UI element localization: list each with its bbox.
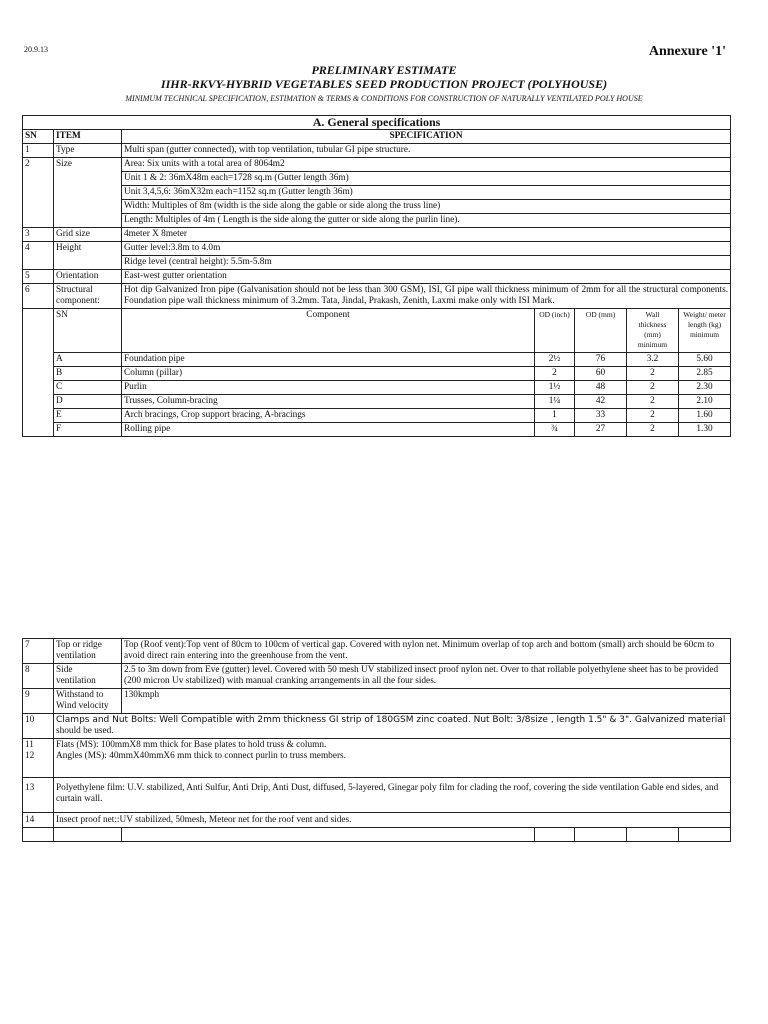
row-sn-line: 12 (25, 751, 35, 761)
row-item-line: Side (56, 665, 73, 675)
component-col-od-inch: OD (inch) (535, 309, 575, 353)
empty-cell (23, 381, 54, 395)
empty-cell (54, 256, 122, 270)
component-sn: D (54, 395, 122, 409)
table-row (23, 739, 731, 764)
row-sn-line: 11 (25, 740, 34, 750)
component-od-inch: 1¼ (535, 395, 575, 409)
header-line: minimum (637, 340, 668, 349)
component-row (23, 353, 731, 367)
component-name: Column (pillar) (122, 367, 535, 381)
empty-cell (54, 186, 122, 200)
component-od-mm: 60 (575, 367, 627, 381)
table-row (23, 270, 731, 284)
empty-cell (23, 256, 54, 270)
component-sn: E (54, 409, 122, 423)
column-header-row (23, 130, 731, 144)
table-row (23, 214, 731, 228)
project-title: IIHR-RKVY-HYBRID VEGETABLES SEED PRODUCTION PROJECT (POLYHOUSE) (160, 77, 608, 91)
row-item-line: Wind velocity (56, 701, 109, 711)
component-col-sn: SN (54, 309, 122, 353)
row-spec: 4meter X 8meter (122, 228, 731, 242)
row-spec: Polyethylene film: U.V. stabilized, Anti Sulfur, Anti Drip, Anti Dust, diffused, 5-layered, Ginegar poly film for clading the roof, covering the side ventilation Gable end sides, and curtain wall. (54, 777, 731, 812)
component-od-inch: ¾ (535, 423, 575, 437)
component-weight: 2.85 (679, 367, 731, 381)
component-od-mm: 48 (575, 381, 627, 395)
component-col-name: Component (122, 309, 535, 353)
row-sn: 5 (23, 270, 54, 284)
empty-cell (23, 367, 54, 381)
component-col-wall (627, 309, 679, 353)
table-row (23, 664, 731, 689)
empty-cell (23, 423, 54, 437)
component-row (23, 423, 731, 437)
row-spec: Multi span (gutter connected), with top ventilation, tubular GI pipe structure. (122, 144, 731, 158)
header-line: minimum (689, 330, 720, 339)
table-row (23, 200, 731, 214)
component-row (23, 381, 731, 395)
empty-row (23, 827, 731, 841)
document-title: PRELIMINARY ESTIMATE (311, 63, 457, 77)
table-row (23, 284, 731, 309)
row-spec: East-west gutter orientation (122, 270, 731, 284)
row-spec-line: Flats (MS): 100mmX8 mm thick for Base plates to hold truss & column. (56, 740, 327, 750)
empty-cell (679, 827, 731, 841)
row-spec-line: Angles (MS): 40mmX40mmX6 mm thick to connect purlin to truss members. (56, 751, 346, 761)
component-name: Rolling pipe (122, 423, 535, 437)
table-row (23, 158, 731, 172)
row-item-line: component: (56, 296, 100, 306)
empty-cell (23, 309, 54, 353)
row-item: Orientation (54, 270, 122, 284)
component-wall: 2 (627, 395, 679, 409)
row-item: Height (54, 242, 122, 256)
empty-cell (535, 827, 575, 841)
component-od-mm: 33 (575, 409, 627, 423)
row-spec: Ridge level (central height): 5.5m-5.8m (122, 256, 731, 270)
row-sn: 7 (23, 639, 54, 664)
empty-cell (575, 827, 627, 841)
component-sn: A (54, 353, 122, 367)
component-od-inch: 1 (535, 409, 575, 423)
component-od-inch: 2½ (535, 353, 575, 367)
row-spec-line: should be used. (56, 726, 114, 736)
component-wall: 2 (627, 367, 679, 381)
table-row (23, 186, 731, 200)
component-sn: B (54, 367, 122, 381)
row-spec: Unit 1 & 2: 36mX48m each=1728 sq.m (Gutter length 36m) (122, 172, 731, 186)
component-weight: 2.30 (679, 381, 731, 395)
component-name: Arch bracings, Crop support bracing, A-bracings (122, 409, 535, 423)
empty-cell (54, 827, 122, 841)
row-spec (54, 714, 731, 739)
table-row (23, 228, 731, 242)
row-sn: 3 (23, 228, 54, 242)
row-sn: 2 (23, 158, 54, 172)
component-sn: F (54, 423, 122, 437)
document-date: 20.9.13 (24, 45, 48, 54)
row-item-line: ventilation (56, 676, 96, 686)
col-header-sn: SN (23, 130, 54, 144)
header-line: (mm) (644, 330, 661, 339)
document-subtitle: MINIMUM TECHNICAL SPECIFICATION, ESTIMATION & TERMS & CONDITIONS FOR CONSTRUCTION OF NATURALLY VENTILATED POLY HOUSE (125, 94, 643, 103)
component-wall: 2 (627, 409, 679, 423)
header-line: Weight/ meter (683, 310, 726, 319)
empty-cell (23, 763, 54, 777)
table-row (23, 256, 731, 270)
row-sn: 6 (23, 284, 54, 309)
row-spec-line: Clamps and Nut Bolts: Well Compatible with 2mm thickness GI strip of 180GSM zinc coated. Nut Bolt: 3/8size , length 1.5" & 3". Galvanized material (56, 715, 726, 725)
header-line: Wall (645, 310, 660, 319)
row-item (54, 284, 122, 309)
row-spec: Top (Roof vent):Top vent of 80cm to 100cm of vertical gap. Covered with nylon net. Minimum overlap of top arch and bottom (small) arch should be 60cm to avoid direct rain entering into the greenhouse from the vent. (122, 639, 731, 664)
row-sn (23, 739, 54, 764)
table-row (23, 144, 731, 158)
row-item: Size (54, 158, 122, 172)
component-weight: 1.30 (679, 423, 731, 437)
row-item: Type (54, 144, 122, 158)
section-title-row (23, 116, 731, 130)
row-spec: 130kmph (122, 689, 731, 714)
component-weight: 5.60 (679, 353, 731, 367)
row-spec (54, 739, 731, 764)
empty-cell (23, 200, 54, 214)
component-row (23, 395, 731, 409)
component-sn: C (54, 381, 122, 395)
row-sn: 14 (23, 812, 54, 827)
row-spec: Unit 3,4,5,6: 36mX32m each=1152 sq.m (Gutter length 36m) (122, 186, 731, 200)
row-sn: 8 (23, 664, 54, 689)
component-name: Purlin (122, 381, 535, 395)
empty-cell (54, 172, 122, 186)
empty-cell (23, 827, 54, 841)
row-spec: Length: Multiples of 4m ( Length is the side along the gutter or side along the purlin line). (122, 214, 731, 228)
component-od-mm: 27 (575, 423, 627, 437)
row-sn: 13 (23, 777, 54, 812)
component-wall: 3.2 (627, 353, 679, 367)
row-item-line: Withstand to (56, 690, 104, 700)
row-item: Grid size (54, 228, 122, 242)
empty-cell (23, 186, 54, 200)
component-weight: 1.60 (679, 409, 731, 423)
header-line: length (kg) (687, 320, 722, 329)
empty-cell (627, 827, 679, 841)
empty-cell (23, 172, 54, 186)
table-row (23, 242, 731, 256)
component-od-inch: 2 (535, 367, 575, 381)
general-specifications-table (22, 115, 731, 437)
table-row (23, 777, 731, 812)
row-spec: Gutter level:3.8m to 4.0m (122, 242, 731, 256)
component-row (23, 409, 731, 423)
table-row (23, 714, 731, 739)
row-spec: Hot dip Galvanized Iron pipe (Galvanisation should not be less than 300 GSM), ISI, GI pipe wall thickness minimum of 2mm for all the structural components. Foundation pipe wall thickness minimum of 3.2mm. Tata, Jindal, Prakash, Zenith, Laxmi make only with ISI Mark. (122, 284, 731, 309)
table-row (23, 639, 731, 664)
table-row (23, 689, 731, 714)
component-name: Trusses, Column-bracing (122, 395, 535, 409)
row-item (54, 664, 122, 689)
row-spec: 2.5 to 3m down from Eve (gutter) level. Covered with 50 mesh UV stabilized insect proof nylon net. Over to that rollable polyethylene sheet has to be provided (200 micron Uv stabilized) with manual cranking arrangements in all the four sides. (122, 664, 731, 689)
row-item-line: ventilation (56, 651, 96, 661)
component-name: Foundation pipe (122, 353, 535, 367)
col-header-specification: SPECIFICATION (122, 130, 731, 144)
empty-cell (122, 827, 535, 841)
row-spec: Width: Multiples of 8m (width is the side along the gable or side along the truss line) (122, 200, 731, 214)
header-line: thickness (638, 320, 667, 329)
row-item-line: Structural (56, 285, 93, 295)
component-wall: 2 (627, 423, 679, 437)
annexure-label: Annexure '1' (648, 44, 726, 59)
component-od-mm: 76 (575, 353, 627, 367)
empty-cell (23, 409, 54, 423)
spacer-row (23, 763, 731, 777)
component-header-row (23, 309, 731, 353)
row-item (54, 639, 122, 664)
component-weight: 2.10 (679, 395, 731, 409)
row-item (54, 689, 122, 714)
component-col-weight (679, 309, 731, 353)
component-col-od-mm: OD (mm) (575, 309, 627, 353)
row-item-line: Top or ridge (56, 640, 102, 650)
col-header-item: ITEM (54, 130, 122, 144)
row-sn: 4 (23, 242, 54, 256)
section-title: A. General specifications (23, 116, 731, 130)
empty-cell (23, 353, 54, 367)
general-specifications-table-continued (22, 638, 731, 842)
empty-cell (54, 200, 122, 214)
empty-cell (54, 763, 731, 777)
empty-cell (54, 214, 122, 228)
table-row (23, 172, 731, 186)
component-row (23, 367, 731, 381)
row-sn: 1 (23, 144, 54, 158)
component-od-inch: 1½ (535, 381, 575, 395)
table-row (23, 812, 731, 827)
empty-cell (23, 214, 54, 228)
empty-cell (23, 395, 54, 409)
row-sn: 10 (23, 714, 54, 739)
component-od-mm: 42 (575, 395, 627, 409)
row-spec: Insect proof net::UV stabilized, 50mesh, Meteor net for the roof vent and sides. (54, 812, 731, 827)
row-sn: 9 (23, 689, 54, 714)
component-wall: 2 (627, 381, 679, 395)
row-spec: Area: Six units with a total area of 8064m2 (122, 158, 731, 172)
